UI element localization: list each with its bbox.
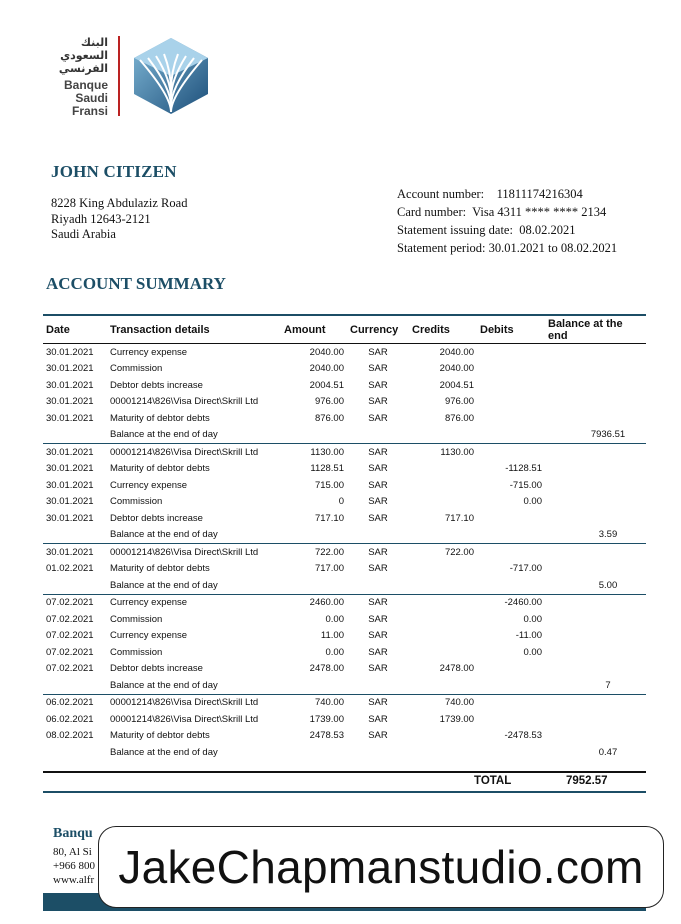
cell-credits: 2040.00 (439, 363, 474, 375)
logo-divider (118, 36, 120, 116)
cell-debits (477, 444, 545, 461)
cell-amount (281, 427, 347, 444)
cell-credits (409, 527, 477, 544)
total-divider (43, 771, 646, 773)
cell-date: 07.02.2021 (46, 663, 94, 675)
cell-currency: SAR (368, 597, 388, 609)
cell-credits (409, 427, 477, 444)
cell-balance: 3.59 (545, 527, 646, 544)
watermark-banner: JakeChapmanstudio.com (98, 826, 664, 908)
footer-contact (53, 845, 95, 887)
cell-date: 06.02.2021 (46, 713, 94, 725)
cell-currency: SAR (368, 412, 388, 424)
cell-debits (477, 677, 545, 694)
table-row (43, 377, 646, 394)
cell-currency: SAR (368, 663, 388, 675)
col-currency: Currency (347, 315, 409, 344)
cell-currency (347, 677, 409, 694)
balance-row (43, 677, 646, 694)
cell-currency: SAR (368, 446, 388, 458)
cell-credits (409, 728, 477, 745)
customer-address (51, 196, 187, 243)
customer-name: JOHN CITIZEN (51, 162, 177, 181)
cell-currency (347, 577, 409, 594)
bank-logo-icon (132, 36, 210, 116)
cell-debits (477, 544, 545, 561)
cell-credits: 2478.00 (439, 663, 474, 675)
cell-currency: SAR (368, 496, 388, 508)
cell-details: 00001214\826\Visa Direct\Skrill Ltd (110, 546, 259, 558)
table-row (43, 644, 646, 661)
cell-details: Debtor debts increase (110, 512, 203, 524)
cell-debits (477, 394, 545, 411)
cell-amount: 722.00 (314, 546, 344, 558)
cell-credits: 976.00 (444, 396, 474, 408)
cell-details: Commission (110, 613, 163, 625)
cell-balance (545, 461, 646, 478)
cell-date (43, 744, 107, 761)
total-value: 7952.57 (566, 775, 608, 787)
cell-balance (545, 561, 646, 578)
col-credits: Credits (409, 315, 477, 344)
cell-details: Debtor debts increase (110, 379, 203, 391)
cell-credits (409, 628, 477, 645)
cell-details: Balance at the end of day (107, 427, 281, 444)
cell-balance: 7936.51 (545, 427, 646, 444)
cell-balance (545, 661, 646, 678)
cell-credits: 876.00 (444, 412, 474, 424)
cell-details: 00001214\826\Visa Direct\Skrill Ltd (110, 697, 259, 709)
cell-balance (545, 644, 646, 661)
cell-balance (545, 510, 646, 527)
table-row (43, 661, 646, 678)
cell-details: Currency expense (110, 630, 188, 642)
table-row (43, 394, 646, 411)
cell-details: Balance at the end of day (107, 677, 281, 694)
cell-date: 30.01.2021 (46, 512, 94, 524)
cell-details: Balance at the end of day (110, 746, 218, 758)
cell-balance (545, 494, 646, 511)
cell-debits (477, 377, 545, 394)
cell-currency: SAR (368, 697, 388, 709)
footer-website: www.alfr (53, 874, 95, 886)
cell-debits: 0.00 (523, 613, 542, 625)
cell-currency: SAR (368, 563, 388, 575)
cell-credits: 2040.00 (439, 346, 474, 358)
cell-date: 30.01.2021 (46, 396, 94, 408)
cell-details: Maturity of debtor debts (110, 412, 210, 424)
address-line: Riyadh 12643-2121 (51, 211, 151, 226)
cell-currency: SAR (368, 363, 388, 375)
cell-amount: 740.00 (314, 697, 344, 709)
table-row (43, 510, 646, 527)
cell-debits: -1128.51 (505, 463, 542, 475)
table-row (43, 344, 646, 361)
cell-balance: 5.00 (545, 577, 646, 594)
table-row (43, 728, 646, 745)
table-row (43, 461, 646, 478)
cell-credits (409, 677, 477, 694)
cell-credits: 2004.51 (439, 379, 474, 391)
cell-details: Currency expense (110, 479, 188, 491)
cell-date: 30.01.2021 (46, 363, 94, 375)
cell-date (43, 577, 107, 594)
col-debits: Debits (477, 315, 545, 344)
cell-debits (477, 427, 545, 444)
cell-debits (477, 510, 545, 527)
cell-details: Maturity of debtor debts (110, 563, 210, 575)
cell-details: 00001214\826\Visa Direct\Skrill Ltd (110, 396, 259, 408)
cell-date: 30.01.2021 (46, 412, 94, 424)
cell-currency: SAR (368, 730, 388, 742)
cell-date: 30.01.2021 (46, 546, 94, 558)
cell-amount: 976.00 (314, 396, 344, 408)
cell-amount: 876.00 (314, 412, 344, 424)
cell-balance (545, 711, 646, 728)
cell-amount: 2004.51 (309, 379, 344, 391)
cell-date: 30.01.2021 (46, 446, 94, 458)
statement-period: Statement period: 30.01.2021 to 08.02.2021 (397, 241, 618, 255)
cell-credits (409, 594, 477, 611)
cell-date: 06.02.2021 (46, 697, 94, 709)
cell-credits (409, 461, 477, 478)
cell-amount: 0.00 (325, 613, 344, 625)
cell-amount: 1130.00 (310, 446, 344, 458)
col-details: Transaction details (107, 315, 281, 344)
balance-row (43, 427, 646, 444)
cell-debits (477, 661, 545, 678)
card-number: Card number: Visa 4311 **** **** 2134 (397, 205, 607, 219)
cell-amount: 715.00 (314, 479, 344, 491)
balance-row (43, 744, 646, 761)
cell-date: 07.02.2021 (46, 646, 94, 658)
table-row (43, 628, 646, 645)
col-amount: Amount (281, 315, 347, 344)
cell-date: 01.02.2021 (46, 563, 94, 575)
table-row (43, 444, 646, 461)
cell-details: Currency expense (110, 346, 188, 358)
cell-amount: 0.00 (325, 646, 344, 658)
balance-row (43, 577, 646, 594)
cell-credits (409, 611, 477, 628)
cell-balance (545, 544, 646, 561)
cell-currency: SAR (368, 713, 388, 725)
table-row (43, 711, 646, 728)
cell-amount: 0 (338, 496, 344, 508)
cell-currency: SAR (368, 512, 388, 524)
cell-credits (409, 744, 477, 761)
cell-details: Maturity of debtor debts (110, 730, 210, 742)
cell-credits (409, 577, 477, 594)
cell-credits: 1739.00 (439, 713, 474, 725)
cell-balance (545, 728, 646, 745)
cell-debits: -2478.53 (504, 730, 542, 742)
cell-date: 30.01.2021 (46, 346, 94, 358)
footer-address: 80, Al Si (53, 846, 92, 858)
cell-currency (347, 427, 409, 444)
cell-details: Maturity of debtor debts (110, 463, 210, 475)
cell-amount: 1128.51 (310, 463, 344, 475)
transactions-body (43, 344, 646, 761)
cell-debits: -717.00 (509, 563, 542, 575)
cell-amount: 717.00 (314, 563, 344, 575)
cell-credits (409, 494, 477, 511)
cell-currency: SAR (368, 613, 388, 625)
cell-debits (477, 577, 545, 594)
cell-debits: 0.00 (523, 496, 542, 508)
transactions-table (43, 314, 646, 761)
cell-currency: SAR (368, 346, 388, 358)
cell-date: 08.02.2021 (46, 730, 94, 742)
cell-credits (409, 561, 477, 578)
cell-credits: 1130.00 (440, 446, 474, 458)
cell-details: Balance at the end of day (107, 577, 281, 594)
bottom-divider (43, 791, 646, 793)
cell-details: Currency expense (110, 597, 188, 609)
cell-date: 30.01.2021 (46, 479, 94, 491)
cell-date: 30.01.2021 (46, 496, 94, 508)
cell-details: Commission (110, 363, 163, 375)
cell-amount: 1739.00 (309, 713, 344, 725)
cell-debits: -715.00 (509, 479, 542, 491)
cell-currency: SAR (368, 379, 388, 391)
cell-date: 30.01.2021 (46, 379, 94, 391)
cell-currency: SAR (368, 646, 388, 658)
cell-debits: -2460.00 (504, 597, 542, 609)
cell-balance (545, 594, 646, 611)
cell-currency: SAR (368, 396, 388, 408)
table-row (43, 477, 646, 494)
cell-amount (281, 744, 347, 761)
cell-details: Debtor debts increase (110, 663, 203, 675)
table-row (43, 611, 646, 628)
cell-currency: SAR (368, 546, 388, 558)
cell-currency (347, 527, 409, 544)
cell-details: Commission (110, 496, 163, 508)
cell-debits (477, 361, 545, 378)
cell-amount (281, 677, 347, 694)
cell-balance (545, 394, 646, 411)
cell-details: Balance at the end of day (107, 527, 281, 544)
cell-balance (545, 377, 646, 394)
balance-row (43, 527, 646, 544)
cell-currency: SAR (368, 479, 388, 491)
statement-issuing-date: Statement issuing date: 08.02.2021 (397, 223, 576, 237)
cell-balance (545, 694, 646, 711)
cell-debits (477, 527, 545, 544)
account-summary-title: ACCOUNT SUMMARY (46, 274, 226, 293)
table-row (43, 544, 646, 561)
cell-credits: 740.00 (444, 697, 474, 709)
cell-amount: 2478.53 (309, 730, 344, 742)
cell-debits (477, 744, 545, 761)
cell-amount: 2040.00 (309, 346, 344, 358)
cell-amount: 11.00 (320, 630, 344, 642)
col-balance: Balance at the end (545, 315, 646, 344)
cell-date: 30.01.2021 (46, 463, 94, 475)
cell-amount: 717.10 (314, 512, 344, 524)
table-row (43, 494, 646, 511)
cell-currency: SAR (368, 463, 388, 475)
cell-debits (477, 711, 545, 728)
cell-currency: SAR (368, 630, 388, 642)
cell-debits: 0.00 (523, 646, 542, 658)
cell-balance (545, 628, 646, 645)
cell-balance (545, 444, 646, 461)
cell-credits: 717.10 (444, 512, 474, 524)
total-label: TOTAL (474, 775, 512, 787)
cell-date (43, 427, 107, 444)
cell-debits (477, 694, 545, 711)
address-line: Saudi Arabia (51, 227, 116, 241)
table-row (43, 594, 646, 611)
cell-details: 00001214\826\Visa Direct\Skrill Ltd (110, 446, 259, 458)
table-row (43, 361, 646, 378)
account-info (397, 185, 617, 257)
cell-balance (545, 611, 646, 628)
cell-credits (409, 644, 477, 661)
cell-date (43, 677, 107, 694)
cell-amount: 2460.00 (309, 597, 344, 609)
cell-details: 00001214\826\Visa Direct\Skrill Ltd (110, 713, 259, 725)
cell-currency (347, 744, 409, 761)
cell-amount (281, 577, 347, 594)
cell-date: 07.02.2021 (46, 597, 94, 609)
logo-english-text: Banque Saudi Fransi (63, 78, 108, 118)
cell-balance: 7 (545, 677, 646, 694)
cell-debits (477, 344, 545, 361)
cell-amount (281, 527, 347, 544)
table-row (43, 561, 646, 578)
cell-amount: 2478.00 (309, 663, 344, 675)
cell-date: 07.02.2021 (46, 630, 94, 642)
footer-bank-name: Banqu (53, 826, 93, 841)
col-date: Date (43, 315, 107, 344)
address-line: 8228 King Abdulaziz Road (51, 196, 188, 210)
footer-phone: +966 800 (53, 860, 95, 872)
cell-details: Commission (110, 646, 163, 658)
cell-credits: 722.00 (444, 546, 474, 558)
cell-balance: 0.47 (598, 746, 618, 758)
table-row (43, 694, 646, 711)
logo-arabic-text: البنك السعودي الفرنسي (58, 36, 108, 75)
table-header-row (43, 315, 646, 344)
cell-balance (545, 410, 646, 427)
cell-balance (545, 361, 646, 378)
cell-amount: 2040.00 (309, 363, 344, 375)
cell-debits: -11.00 (515, 630, 542, 642)
table-row (43, 410, 646, 427)
cell-date: 07.02.2021 (46, 613, 94, 625)
cell-date (43, 527, 107, 544)
account-number: Account number: 11811174216304 (397, 187, 583, 201)
cell-credits (409, 477, 477, 494)
cell-balance (545, 477, 646, 494)
cell-balance (545, 344, 646, 361)
cell-debits (477, 410, 545, 427)
